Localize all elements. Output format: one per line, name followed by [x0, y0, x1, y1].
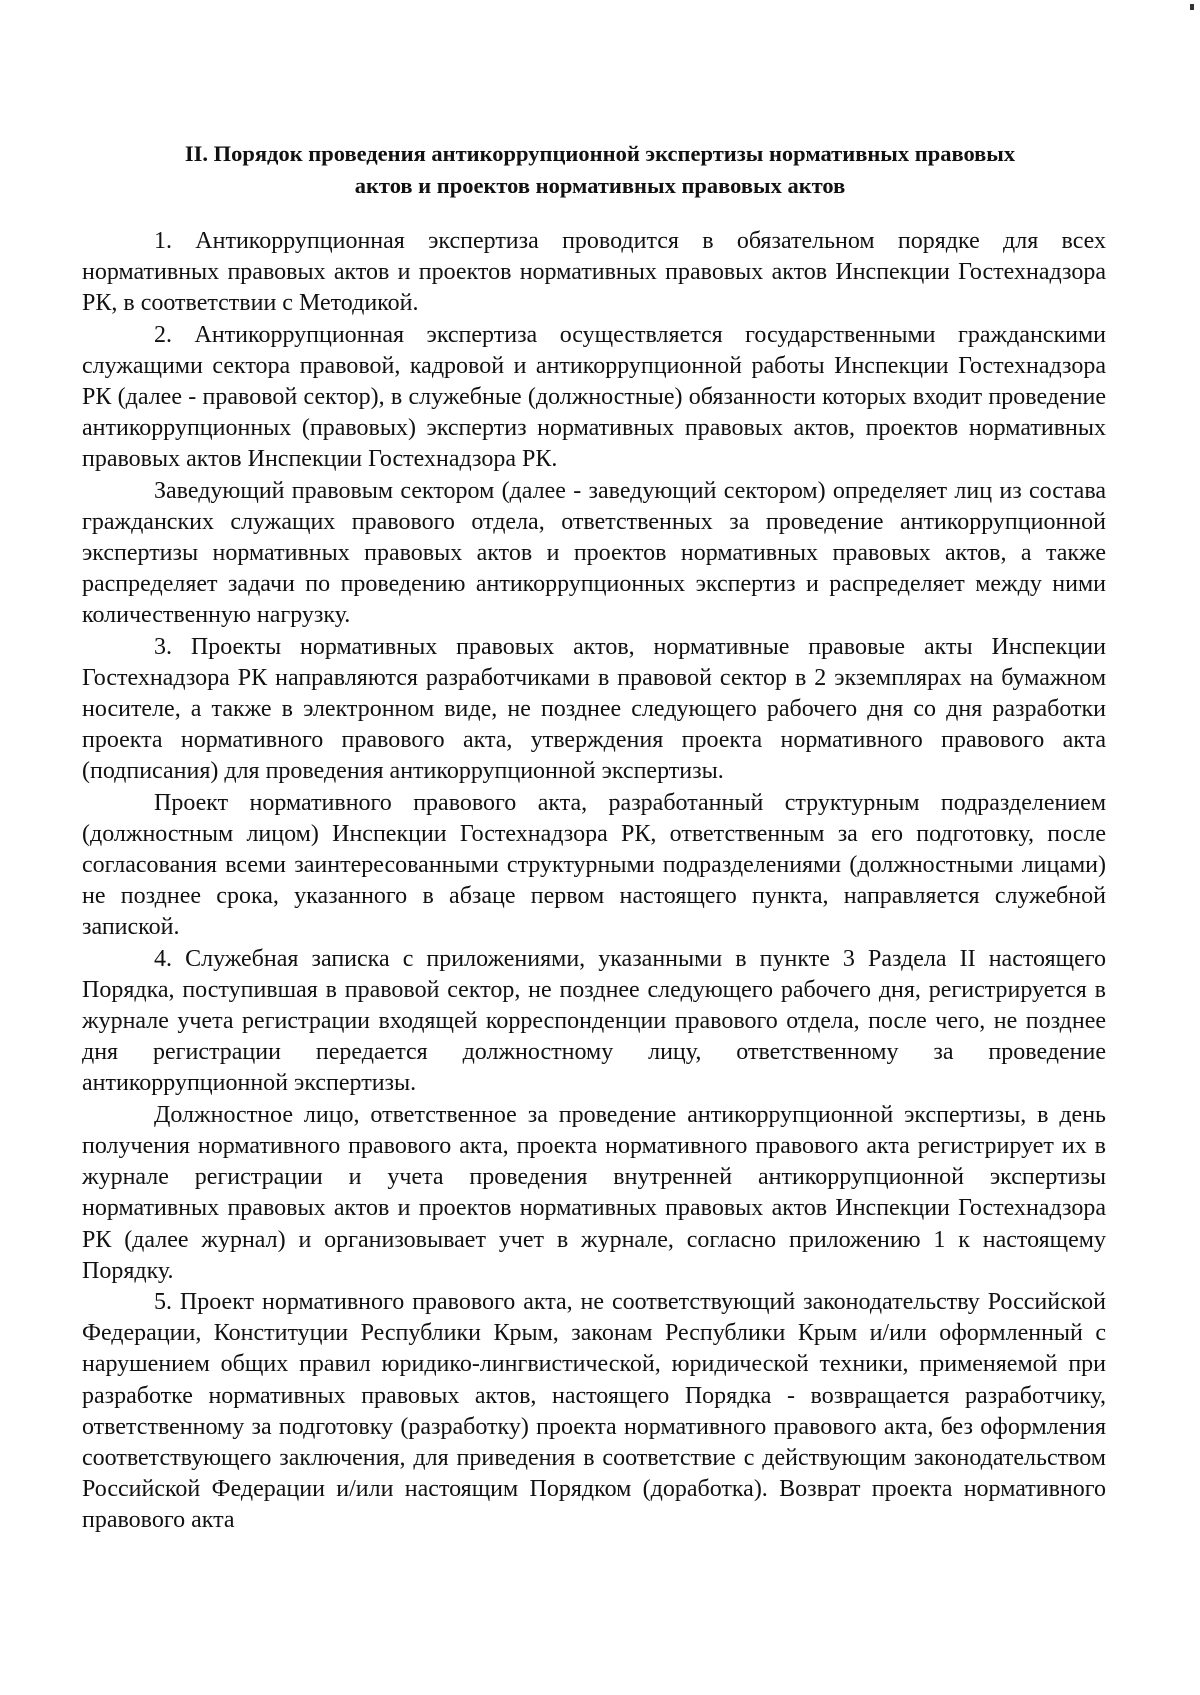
paragraph-2: 2. Антикоррупционная экспертиза осуществляется государственными гражданскими служащими сектора правовой, кадровой и антикоррупционной работы Инспекции Гостехнадзора РК (далее - правовой сектор), в служебные (должностные) обязанности которых входит проведение антикоррупционных (правовых) экспертиз нормативных правовых актов, проектов нормативных правовых актов Инспекции Гостехнадзора РК. [82, 321, 1106, 473]
document-body [82, 226, 1106, 1537]
paragraph-5: Проект нормативного правового акта, разработанный структурным подразделением (должностным лицом) Инспекции Гостехнадзора РК, ответственным за его подготовку, после согласования всеми заинтересованными структурными подразделениями (должностными лицами) не позднее срока, указанного в абзаце первом настоящего пункта, направляется служебной запиской. [82, 789, 1106, 941]
paragraph-1: 1. Антикоррупционная экспертиза проводится в обязательном порядке для всех нормативных правовых актов и проектов нормативных правовых актов Инспекции Гостехнадзора РК, в соответствии с Методикой. [82, 228, 1106, 317]
paragraph-6: 4. Служебная записка с приложениями, указанными в пункте 3 Раздела II настоящего Порядка, поступившая в правовой сектор, не позднее следующего рабочего дня, регистрируется в журнале учета регистрации входящей корреспонденции правового отдела, после чего, не позднее дня регистрации передается должностному лицу, ответственному за проведение антикоррупционной экспертизы. [82, 945, 1106, 1097]
section-title-line-2: актов и проектов нормативных правовых актов [354, 173, 846, 198]
scan-mark [1190, 4, 1194, 10]
section-title [100, 138, 1100, 202]
section-title-line-1: II. Порядок проведения антикоррупционной экспертизы нормативных правовых [184, 141, 1016, 166]
paragraph-7: Должностное лицо, ответственное за проведение антикоррупционной экспертизы, в день получения нормативного правового акта, проекта нормативного правового акта регистрирует их в журнале регистрации и учета проведения внутренней антикоррупционной экспертизы нормативных правовых актов и проектов нормативных правовых актов Инспекции Гостехнадзора РК (далее журнал) и организовывает учет в журнале, согласно приложению 1 к настоящему Порядку. [82, 1101, 1106, 1284]
paragraph-8: 5. Проект нормативного правового акта, не соответствующий законодательству Российской Федерации, Конституции Республики Крым, законам Республики Крым и/или оформленный с нарушением общих правил юридико-лингвистической, юридической техники, применяемой при разработке нормативных правовых актов, настоящего Порядка - возвращается разработчику, ответственному за подготовку (разработку) проекта нормативного правового акта, без оформления соответствующего заключения, для приведения в соответствие с действующим законодательством Российской Федерации и/или настоящим Порядком (доработка). Возврат проекта нормативного правового акта [82, 1288, 1106, 1534]
paragraph-4: 3. Проекты нормативных правовых актов, нормативные правовые акты Инспекции Гостехнадзора РК направляются разработчиками в правовой сектор в 2 экземплярах на бумажном носителе, а также в электронном виде, не позднее следующего рабочего дня со дня разработки проекта нормативного правового акта, утверждения проекта нормативного правового акта (подписания) для проведения антикоррупционной экспертизы. [82, 633, 1106, 785]
paragraph-3: Заведующий правовым сектором (далее - заведующий сектором) определяет лиц из состава гражданских служащих правового отдела, ответственных за проведение антикоррупционной экспертизы нормативных правовых актов и проектов нормативных правовых актов, а также распределяет задачи по проведению антикоррупционных экспертиз и распределяет между ними количественную нагрузку. [82, 477, 1106, 629]
